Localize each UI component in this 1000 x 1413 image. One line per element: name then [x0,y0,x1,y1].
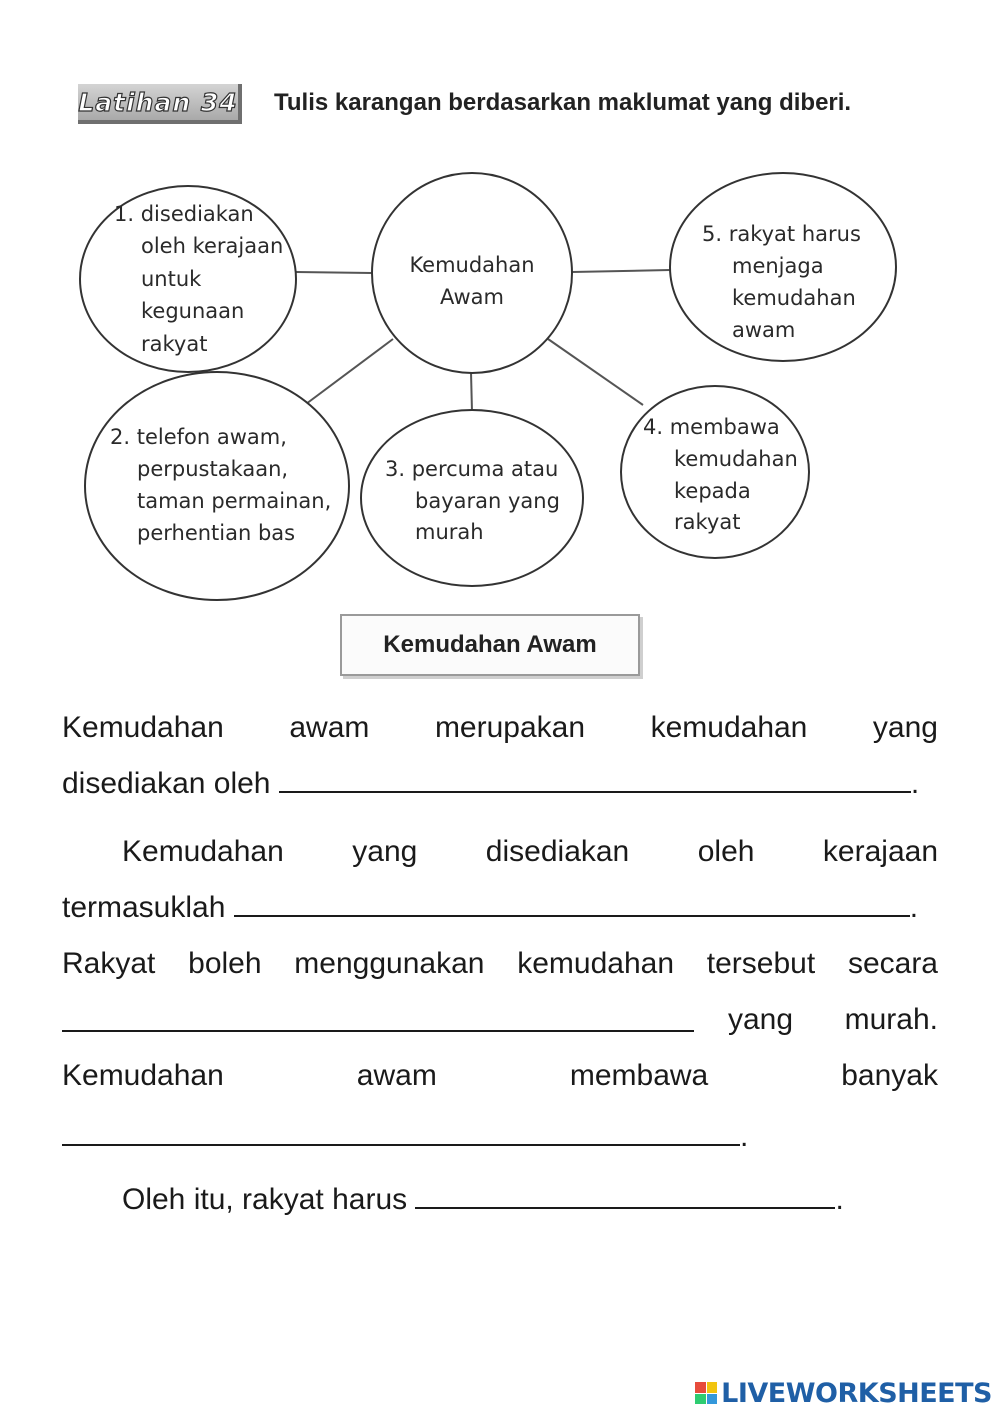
essay-text: Oleh itu, rakyat harus [122,1183,408,1216]
essay-line: Kemudahan awam merupakan kemudahan yang [62,711,938,744]
brand-name: LIVEWORKSHEETS [721,1377,992,1409]
essay-line [62,1000,938,1040]
bubble-4-text: rakyat [674,510,741,534]
bubble-4-text: 4. membawa [643,415,780,439]
essay-line [62,1114,938,1157]
liveworksheets-logo-icon [695,1382,717,1404]
bubble-1-text: rakyat [141,332,208,356]
connector-line [306,339,393,404]
bubble-1-text: untuk [141,267,202,291]
essay-line: Kemudahan awam membawa banyak [62,1059,938,1092]
answer-blank[interactable] [415,1183,835,1209]
bubble-2-text: taman permainan, [137,489,332,513]
essay-text: yang murah. [728,1003,938,1036]
essay-line: Rakyat boleh menggunakan kemudahan tersebut secara [62,947,938,980]
bubble-5-text: 5. rakyat harus [702,222,861,246]
connector-line [548,339,643,405]
essay-line [62,888,938,928]
answer-blank[interactable] [62,1000,694,1032]
essay-title: Kemudahan Awam [340,614,640,676]
connector-line [296,272,372,273]
bubble-2-text: perpustakaan, [137,457,289,481]
center-label: Awam [439,285,505,309]
answer-blank[interactable] [234,891,910,917]
period: . [909,891,919,924]
essay-line [122,1180,938,1220]
bubble-2 [85,372,349,600]
bubble-3-text: 3. percuma atau [385,457,559,481]
essay-text: termasuklah [62,891,226,924]
bubble-2-text: 2. telefon awam, [110,425,287,449]
essay-line [62,764,938,804]
bubble-5-text: menjaga [732,254,824,278]
mind-map [0,0,1000,700]
bubble-3-text: bayaran yang [415,489,560,513]
period: . [740,1120,749,1153]
exercise-badge: Latihan 34 [78,84,242,124]
answer-blank[interactable] [62,1114,740,1146]
bubble-3-text: murah [415,520,484,544]
brand-watermark[interactable] [695,1378,992,1408]
bubble-1-text: kegunaan [141,299,245,323]
period: . [910,767,920,800]
center-label: Kemudahan [409,253,535,277]
essay-text: disediakan oleh [62,767,271,800]
answer-blank[interactable] [279,767,911,793]
bubble-1-text: 1. disediakan [114,202,254,226]
bubble-5-text: awam [732,318,796,342]
connector-line [471,372,472,412]
connector-line [572,270,670,272]
bubble-1-text: oleh kerajaan [141,234,284,258]
bubble-4-text: kemudahan [674,447,798,471]
instruction-text: Tulis karangan berdasarkan maklumat yang diberi. [274,89,852,116]
bubble-2-text: perhentian bas [137,521,296,545]
bubble-5-text: kemudahan [732,286,856,310]
essay-line: Kemudahan yang disediakan oleh kerajaan [122,835,938,868]
bubble-4-text: kepada [674,479,751,503]
period: . [835,1183,844,1216]
